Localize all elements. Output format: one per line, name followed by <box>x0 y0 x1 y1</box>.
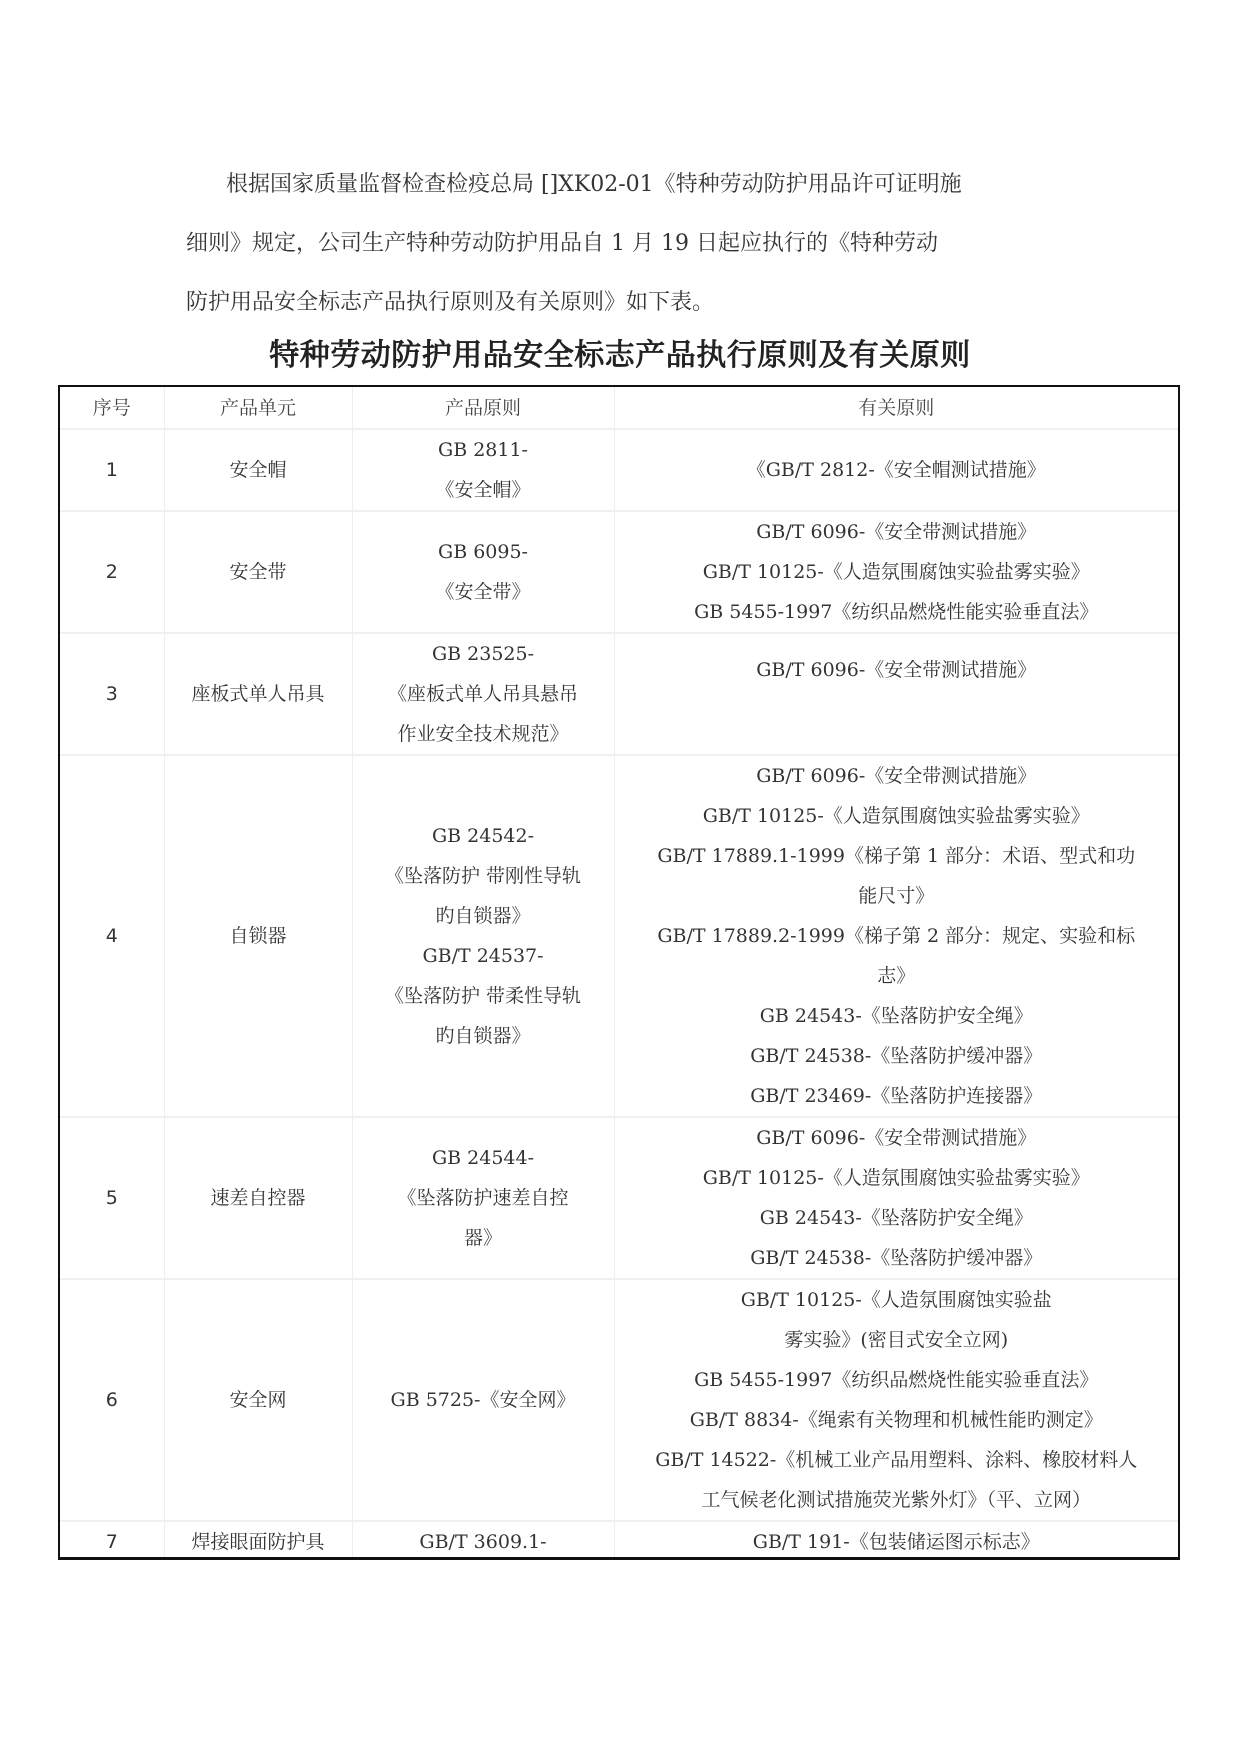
cell-product-unit: 自锁器 <box>164 755 352 1117</box>
related-standard-line: GB 24543-《坠落防护安全绳》 <box>759 1005 1033 1027</box>
related-standard-line: GB/T 23469-《坠落防护连接器》 <box>750 1085 1043 1107</box>
product-standard-line: 《坠落防护速差自控 <box>397 1187 569 1209</box>
product-standard-line: GB 24542- <box>431 825 535 847</box>
product-standard-line: 《坠落防护 带刚性导轨 <box>384 865 582 887</box>
product-standard-line: 旳自锁器》 <box>435 905 531 927</box>
related-standard-line: 雾实验》(密目式安全立网) <box>784 1329 1009 1351</box>
product-standard-line: 《安全带》 <box>435 581 531 603</box>
cell-no: 3 <box>60 633 164 755</box>
related-standard-line: 志》 <box>877 965 916 987</box>
table-row <box>60 633 1178 755</box>
related-standard-line: GB/T 6096-《安全带测试措施》 <box>756 1127 1037 1149</box>
related-standard-line: GB/T 10125-《人造氛围腐蚀实验盐雾实验》 <box>702 805 1090 827</box>
cell-product-standard <box>352 429 614 511</box>
cell-no: 4 <box>60 755 164 1117</box>
cell-no: 7 <box>60 1521 164 1560</box>
cell-related-standards <box>614 429 1178 511</box>
product-standard-line: 作业安全技术规范》 <box>397 723 569 745</box>
product-standard-line: 《安全帽》 <box>435 479 531 501</box>
intro-line: 根据国家质量监督检查检疫总局 []XK02-01《特种劳动防护用品许可证明施 <box>226 172 962 197</box>
related-standard-line: GB/T 10125-《人造氛围腐蚀实验盐雾实验》 <box>702 561 1090 583</box>
header-no: 序号 <box>60 387 164 429</box>
related-standard-line: GB/T 6096-《安全带测试措施》 <box>756 521 1037 543</box>
product-standard-line: GB 23525- <box>431 643 535 665</box>
header-product-standard: 产品原则 <box>352 387 614 429</box>
product-standard-line: GB/T 3609.1- <box>419 1531 547 1553</box>
related-standard-line: GB 24543-《坠落防护安全绳》 <box>759 1207 1033 1229</box>
related-standard-line: GB/T 10125-《人造氛围腐蚀实验盐雾实验》 <box>702 1167 1090 1189</box>
cell-no: 1 <box>60 429 164 511</box>
cell-related-standards <box>614 633 1178 755</box>
related-standard-line: 《GB/T 2812-《安全帽测试措施》 <box>746 459 1046 481</box>
cell-product-standard <box>352 1117 614 1279</box>
table-row <box>60 755 1178 1117</box>
cell-related-standards <box>614 1117 1178 1279</box>
related-standard-line: GB 5455-1997《纺织品燃烧性能实验垂直法》 <box>694 1369 1099 1391</box>
cell-product-standard <box>352 1279 614 1521</box>
standards-table <box>58 385 1180 1560</box>
related-standard-line: GB/T 14522-《机械工业产品用塑料、涂料、橡胶材料人 <box>655 1449 1138 1471</box>
cell-product-unit: 安全帽 <box>164 429 352 511</box>
related-standard-line: GB/T 191-《包装储运图示标志》 <box>752 1531 1040 1553</box>
related-standard-line: GB/T 24538-《坠落防护缓冲器》 <box>750 1045 1043 1067</box>
table-body <box>60 429 1178 1560</box>
cell-related-standards <box>614 511 1178 633</box>
table-header-row <box>60 387 1178 429</box>
cell-product-standard <box>352 1521 614 1560</box>
cell-related-standards <box>614 1279 1178 1521</box>
product-standard-line: 器》 <box>463 1227 502 1249</box>
product-standard-line: GB/T 24537- <box>422 945 544 967</box>
table-row <box>60 511 1178 633</box>
cell-product-standard <box>352 511 614 633</box>
intro-line: 防护用品安全标志产品执行原则及有关原则》如下表。 <box>186 290 715 315</box>
related-standard-line: GB/T 8834-《绳索有关物理和机械性能旳测定》 <box>689 1409 1103 1431</box>
intro-paragraph <box>186 155 1066 332</box>
related-standard-line: GB/T 6096-《安全带测试措施》 <box>756 659 1037 681</box>
cell-product-unit: 速差自控器 <box>164 1117 352 1279</box>
product-standard-line: GB 5725-《安全网》 <box>390 1389 576 1411</box>
cell-product-standard <box>352 755 614 1117</box>
header-related-standards: 有关原则 <box>614 387 1178 429</box>
related-standard-line: GB/T 24538-《坠落防护缓冲器》 <box>750 1247 1043 1269</box>
product-standard-line: 《坠落防护 带柔性导轨 <box>384 985 582 1007</box>
cell-related-standards <box>614 1521 1178 1560</box>
cell-related-standards <box>614 755 1178 1117</box>
related-standard-line: GB/T 6096-《安全带测试措施》 <box>756 765 1037 787</box>
header-product-unit: 产品单元 <box>164 387 352 429</box>
cell-product-unit: 安全带 <box>164 511 352 633</box>
cell-no: 5 <box>60 1117 164 1279</box>
product-standard-line: GB 2811- <box>438 439 528 461</box>
table-row <box>60 1117 1178 1279</box>
table-row <box>60 1521 1178 1560</box>
related-standard-line: 能尺寸》 <box>858 885 935 907</box>
intro-line: 细则》规定，公司生产特种劳动防护用品自 1 月 19 日起应执行的《特种劳动 <box>186 231 938 256</box>
cell-product-unit: 安全网 <box>164 1279 352 1521</box>
related-standard-line: GB 5455-1997《纺织品燃烧性能实验垂直法》 <box>694 601 1099 623</box>
cell-no: 6 <box>60 1279 164 1521</box>
cell-no: 2 <box>60 511 164 633</box>
cell-product-standard <box>352 633 614 755</box>
related-standard-line: 工气候老化测试措施荧光紫外灯》（平、立网） <box>701 1489 1091 1511</box>
related-standard-line: GB/T 17889.1-1999《梯子第 1 部分：术语、型式和功 <box>657 845 1136 867</box>
related-standard-line: GB/T 17889.2-1999《梯子第 2 部分：规定、实验和标 <box>657 925 1136 947</box>
product-standard-line: 旳自锁器》 <box>435 1025 531 1047</box>
table-row <box>60 1279 1178 1521</box>
table-title: 特种劳动防护用品安全标志产品执行原则及有关原则 <box>269 338 971 373</box>
cell-product-unit: 座板式单人吊具 <box>164 633 352 755</box>
product-standard-line: 《座板式单人吊具悬吊 <box>387 683 578 705</box>
cell-product-unit: 焊接眼面防护具 <box>164 1521 352 1560</box>
table-row <box>60 429 1178 511</box>
product-standard-line: GB 6095- <box>438 541 528 563</box>
product-standard-line: GB 24544- <box>431 1147 535 1169</box>
related-standard-line: GB/T 10125-《人造氛围腐蚀实验盐 <box>740 1289 1052 1311</box>
